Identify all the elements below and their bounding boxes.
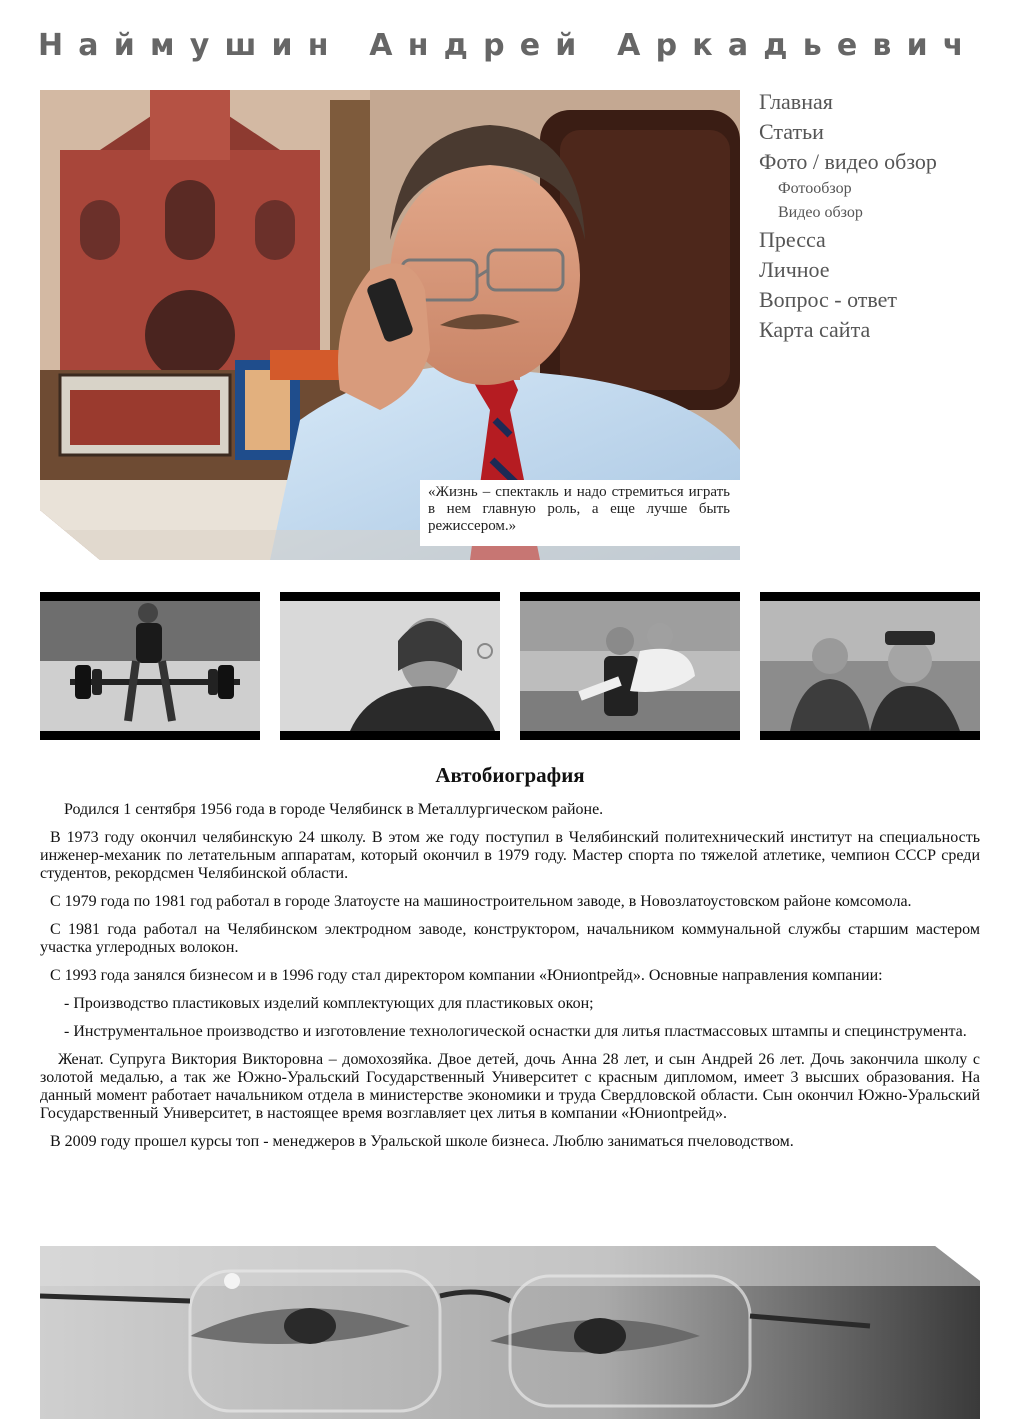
nav-item-home[interactable]: Главная (759, 89, 833, 114)
bio-paragraph: С 1993 года занялся бизнесом и в 1996 году стал директором компании «Юниontрейд». Основные направления компании: (50, 967, 883, 984)
nav-subitem-video[interactable]: Видео обзор (778, 204, 863, 221)
bio-paragraph: В 2009 году прошел курсы топ - менеджеров в Уральской школе бизнеса. Люблю заниматься пчеловодством. (50, 1133, 794, 1150)
nav-item-faq[interactable]: Вопрос - ответ (759, 287, 898, 312)
hero-quote: «Жизнь – спектакль и надо стремиться играть в нем главную роль, а еще лучше быть режиссером.» (420, 480, 740, 546)
bio-paragraph: Родился 1 сентября 1956 года в городе Челябинск в Металлургическом районе. (64, 801, 604, 818)
nav-subitem-photo[interactable]: Фотообзор (778, 180, 852, 197)
bio-list-item: - Производство пластиковых изделий комплектующих для пластиковых окон; (64, 995, 594, 1012)
thumbnail-wedding[interactable] (520, 592, 740, 740)
bottom-portrait-image (40, 1246, 980, 1419)
bio-text (40, 801, 980, 1161)
main-nav (759, 87, 937, 345)
thumbnail-weightlifting[interactable] (40, 592, 260, 740)
nav-item-articles[interactable]: Статьи (759, 119, 824, 144)
thumbnail-veterans[interactable] (760, 592, 980, 740)
nav-item-photo-video[interactable]: Фото / видео обзор (759, 149, 937, 174)
nav-item-sitemap[interactable]: Карта сайта (759, 317, 871, 342)
nav-item-personal[interactable]: Личное (759, 257, 830, 282)
bio-paragraph: С 1981 года работал на Челябинском электродном заводе, конструктором, начальником коммунальной службы старшим мастером участка углеродных волокон. (40, 921, 980, 956)
bio-paragraph: В 1973 году окончил челябинскую 24 школу. В этом же году поступил в Челябинский политехнический институт на специальность инженер-механик по летательным аппаратам, который окончил в 1979 году. Мастер спорта по тяжелой атлетике, чемпион СССР среди студентов, рекордсмен Челябинской области. (40, 829, 980, 882)
nav-item-press[interactable]: Пресса (759, 227, 826, 252)
bio-title: Автобиография (435, 763, 585, 787)
bio-list-item: - Инструментальное производство и изготовление технологической оснастки для литья пластмассовых штампы и специнструмента. (64, 1023, 967, 1040)
site-title: Наймушин Андрей Аркадьевич (38, 28, 979, 63)
bio-paragraph: С 1979 года по 1981 год работал в городе Златоусте на машиностроительном заводе, в Новозлатоустовском районе комсомола. (50, 893, 912, 910)
bio-paragraph: Женат. Супруга Виктория Викторовна – домохозяйка. Двое детей, дочь Анна 28 лет, и сын Андрей 26 лет. Дочь закончила школу с золотой медалью, а так же Южно-Уральский Государственный Университет с красным дипломом, имеет 3 высших образования. На данный момент работает начальником отдела в министерстве экономики и труда Свердловской области. Сын окончил Южно-Уральский Государственный Университет, в настоящее время возглавляет цех литья в компании «Юниontрейд». (40, 1051, 980, 1122)
thumbnail-student[interactable] (280, 592, 500, 740)
